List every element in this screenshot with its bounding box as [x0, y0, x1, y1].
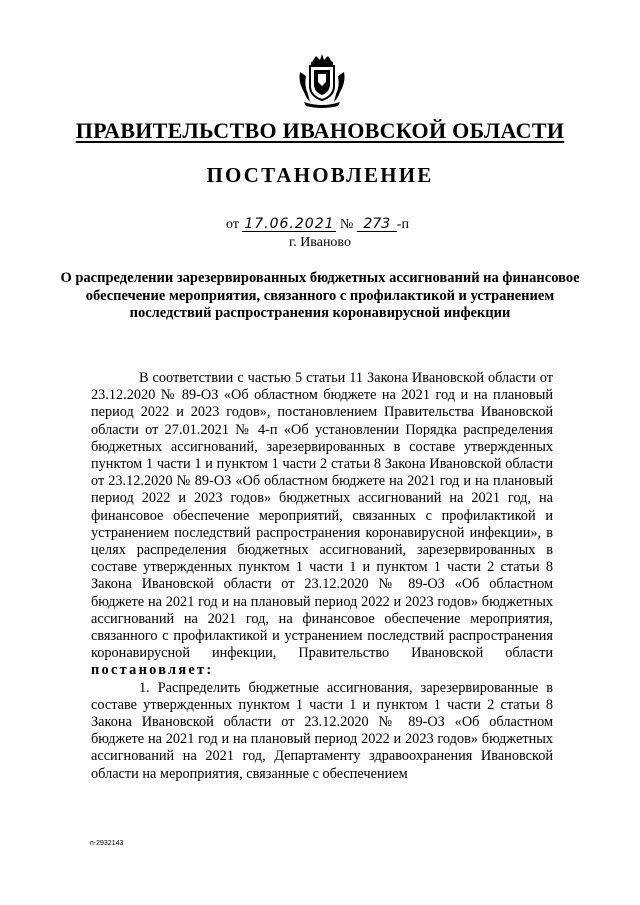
- number-suffix: -п: [396, 217, 409, 232]
- government-title: ПРАВИТЕЛЬСТВО ИВАНОВСКОЙ ОБЛАСТИ: [75, 118, 565, 143]
- number-sign: №: [339, 217, 354, 232]
- handwritten-date: 17.06.2021: [244, 216, 335, 232]
- handwritten-number: 273: [357, 217, 397, 232]
- preamble-paragraph: В соответствии с частью 5 статьи 11 Закона Ивановской области от 23.12.2020 № 89-ОЗ «Об областном бюджете на 2021 год и на плановый период 2022 и 2023 годов», постановлением Правительства Ивановской области от 27.01.2021 № 4-п «Об установлении Порядка распределения бюджетных ассигнований, зарезервированных в составе утвержденных пунктом 1 части 1 и пунктом 1 части 2 статьи 8 Закона Ивановской области от 23.12.2020 № 89-ОЗ «Об областном бюджете на 2021 год и на плановый период 2022 и 2023 годов» бюджетных ассигнований на 2021 год, на финансовое обеспечение мероприятий, связанных с профилактикой и устранением последствий распространения коронавирусной инфекции», в целях распределения бюджетных ассигнований, зарезервированных в составе утвержденных пунктом 1 части 1 и пунктом 1 части 2 статьи 8 Закона Ивановской области от 23.12.2020 № 89-ОЗ «Об областном бюджете на 2021 год и на плановый период 2022 и 2023 годов» бюджетных ассигнований на 2021 год, на финансовое обеспечение мероприятия, связанного с профилактикой и устранением последствий распространения коронавирусной инфекции, Правительство Ивановской области постановляет:: [91, 370, 553, 679]
- date-prefix: от: [226, 217, 239, 232]
- document-date-number: [226, 217, 409, 233]
- document-body: [91, 370, 553, 783]
- coat-of-arms-emblem: [296, 52, 348, 108]
- document-subject: О распределении зарезервированных бюджетных ассигнований на финансовое обеспечение мероприятия, связанного с профилактикой и устранением последствий распространения коронавирусной инфекции: [60, 270, 580, 321]
- item-1-paragraph: 1. Распределить бюджетные ассигнования, зарезервированные в составе утвержденных пунктом 1 части 1 и пунктом 1 части 2 статьи 8 Закона Ивановской области от 23.12.2020 № 89-ОЗ «Об областном бюджете на 2021 год и на плановый период 2022 и 2023 годов» бюджетных ассигнований на 2021 год, Департаменту здравоохранения Ивановской области на мероприятия, связанные с обеспечением: [91, 679, 553, 782]
- resolves-word: постановляет:: [91, 662, 214, 679]
- city: г. Иваново: [289, 235, 351, 250]
- document-type-title: ПОСТАНОВЛЕНИЕ: [206, 163, 434, 187]
- document-code: п-2932143: [90, 840, 124, 847]
